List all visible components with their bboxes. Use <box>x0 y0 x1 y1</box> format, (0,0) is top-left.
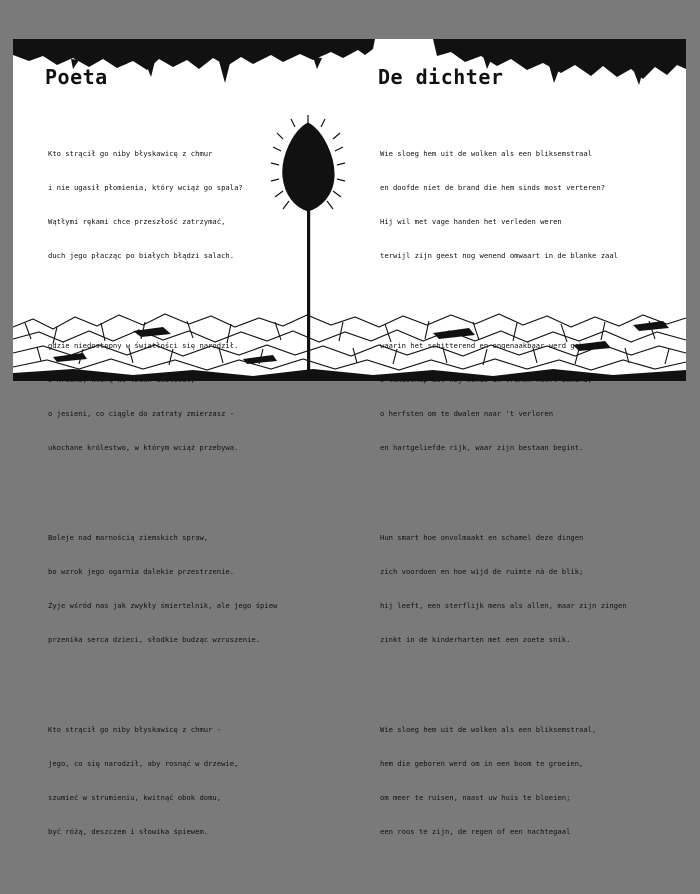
poem-line: Hun smart hoe onvolmaakt en schamel deze dingen <box>380 533 584 543</box>
right-stanza-3 <box>380 510 627 668</box>
left-title: Poeta <box>45 65 108 89</box>
poem-line: een roos te zijn, de regen of een nachtegaal <box>380 827 571 836</box>
poem-line: hem die geboren werd om in een boom te groeien, <box>380 759 584 769</box>
right-stanza-2 <box>380 318 627 476</box>
poem-line: ukochane królestwo, w którym wciąż przebywa. <box>48 442 239 452</box>
poem-line: zinkt in de kinderharten met een zoete snik. <box>380 634 571 644</box>
right-stanza-4 <box>380 702 627 860</box>
right-poem <box>380 103 627 894</box>
right-stanza-1 <box>380 126 627 284</box>
poem-line: szumieć w strumieniu, kwitnąć obok domu, <box>48 793 222 803</box>
poem-line: Wie sloeg hem uit de wolken als een bliksemstraal, <box>380 725 597 735</box>
poem-line: przenika serca dzieci, słodkie budząc wzruszenie. <box>48 634 261 644</box>
poem-line: Żyje wśród nas jak zwykły śmiertelnik, ale jego śpiew <box>48 601 278 611</box>
poem-line: hij leeft, een sterflijk mens als allen, maar zijn zingen <box>380 601 627 611</box>
left-stanza-3 <box>48 510 277 668</box>
poem-line: Kto strącił go niby błyskawicę z chmur - <box>48 725 222 735</box>
poem-line: Kto strącił go niby błyskawicę z chmur <box>48 149 213 159</box>
poem-line: Boleje nad marnością ziemskich spraw, <box>48 533 209 543</box>
poem-line: Wie sloeg hem uit de wolken als een bliksemstraal <box>380 149 593 159</box>
left-poem <box>48 103 277 894</box>
poem-line: en hartgeliefde rijk, waar zijn bestaan begint. <box>380 442 584 452</box>
poem-line: być różą, deszczem i słowika śpiewem. <box>48 827 209 836</box>
right-title: De dichter <box>378 65 504 89</box>
poem-line: gdzie niedostępny w światłości się narodził. <box>48 341 239 351</box>
poem-line: duch jego płacząc po białych błądzi salach. <box>48 250 235 260</box>
book-spread <box>13 39 686 836</box>
left-stanza-2 <box>48 318 277 476</box>
poem-line: bo wzrok jego ogarnia dalekie przestrzenie. <box>48 567 235 577</box>
tree-drawing <box>271 115 345 379</box>
poem-line: i nie ugasił płomienia, który wciąż go spala? <box>48 183 243 193</box>
poem-line: om meer te ruisen, naast uw huis te bloeien; <box>380 793 571 803</box>
poem-line: o jesieni, co ciągle do zatraty zmierzasz - <box>48 409 235 419</box>
poem-line: terwijl zijn geest nog wenend omwaart in de blanke zaal <box>380 250 618 260</box>
poem-line: zich voordoen en hoe wijd de ruimte nà de blik; <box>380 567 584 577</box>
poem-line: O kraino, którą we łzach umiłował, <box>48 375 196 385</box>
poem-line: en doofde niet de brand die hem sinds most verteren? <box>380 183 606 193</box>
poem-line: waarin het schitterend en ongenaakbaar werd geboren. <box>380 341 606 351</box>
poem-line: jego, co się narodził, aby rosnąć w drzewie, <box>48 759 239 769</box>
poem-line: o herfsten om te dwalen naar 't verloren <box>380 409 554 419</box>
left-stanza-4 <box>48 702 277 860</box>
poem-line: O landschap dat hij sinds in tranen heeft bemind, <box>380 375 593 385</box>
poem-line: Wątłymi rękami chce przeszłość zatrzymać, <box>48 216 226 226</box>
left-stanza-1 <box>48 126 277 284</box>
poem-line: Hij wil met vage handen het verleden weren <box>380 216 562 226</box>
